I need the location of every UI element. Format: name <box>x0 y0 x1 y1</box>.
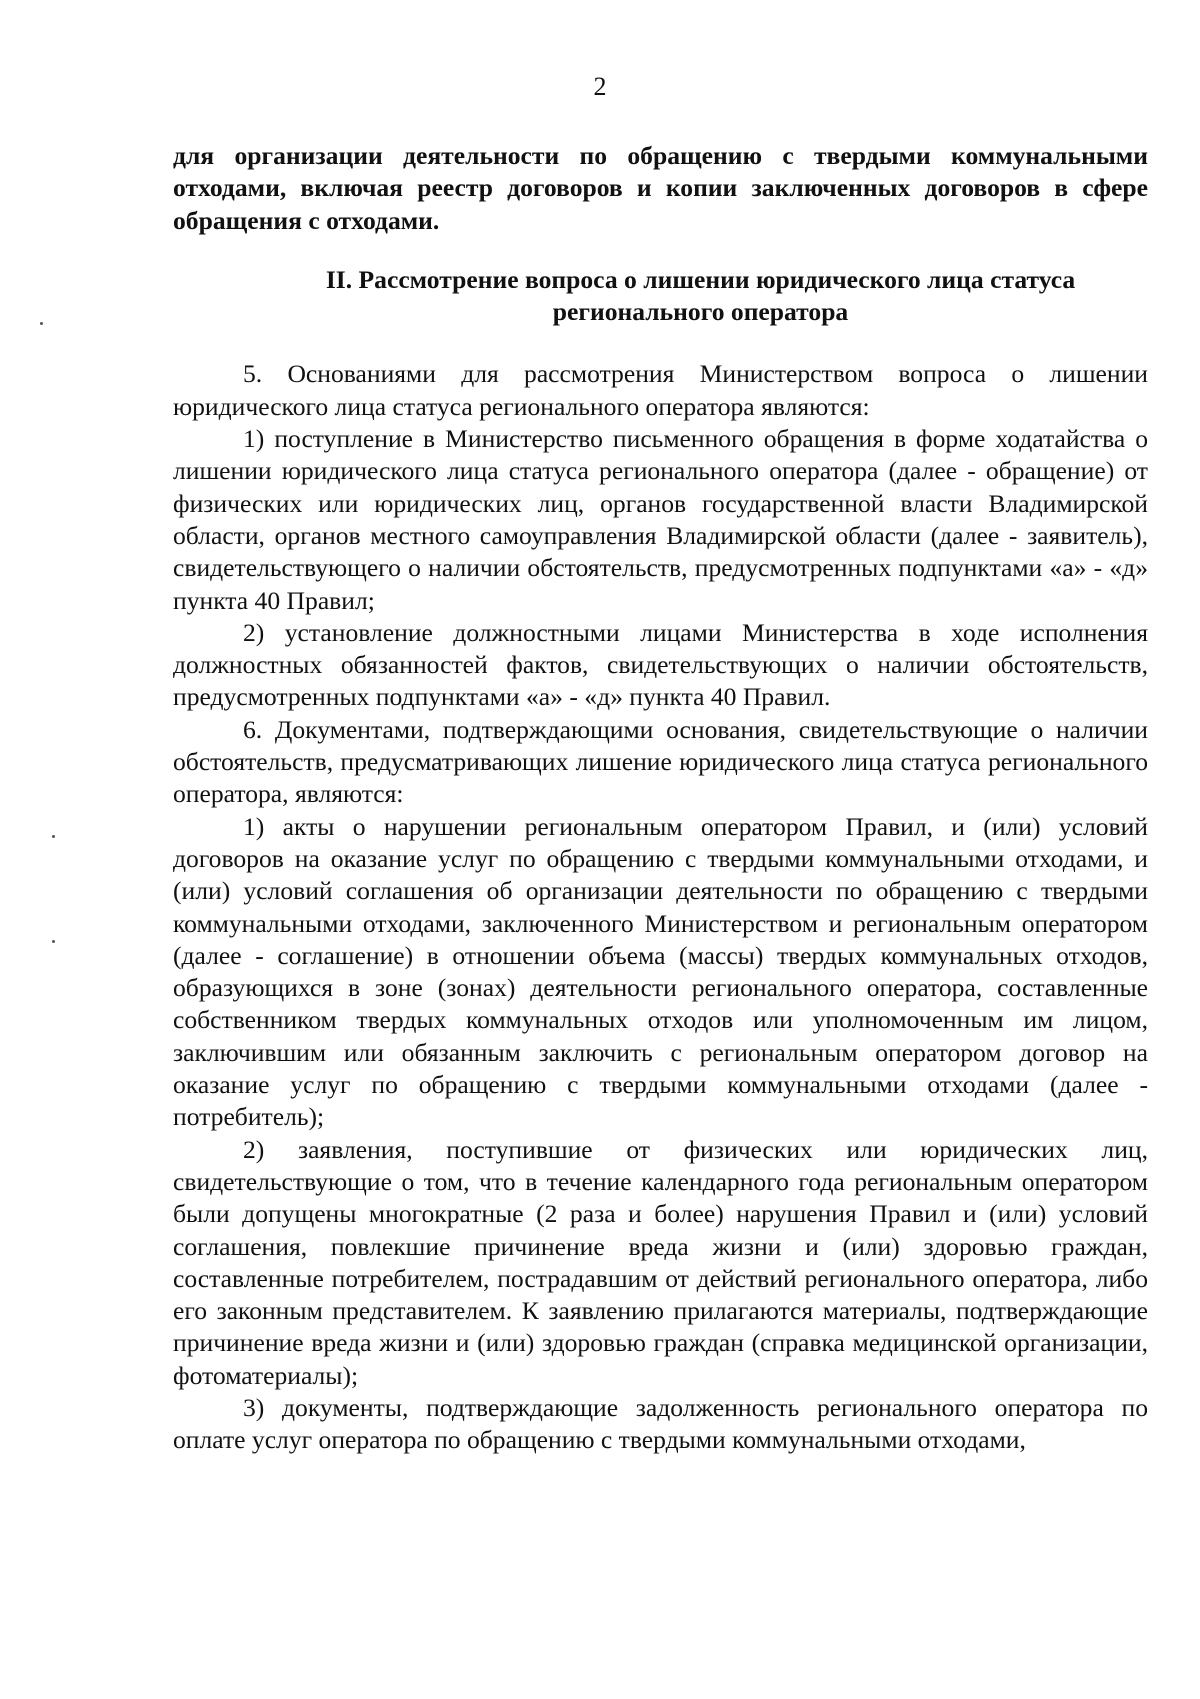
section-heading: II. Рассмотрение вопроса о лишении юридического лица статуса регионального оператора <box>325 264 1076 327</box>
paragraph-6: 6. Документами, подтверждающими основания, свидетельствующие о наличии обстоятельств, предусматривающих лишение юридического лица статуса регионального оператора, являются: <box>173 714 1148 809</box>
paragraph-5-item-2: 2) установление должностными лицами Министерства в ходе исполнения должностных обязанностей фактов, свидетельствующих о наличии обстоятельств, предусмотренных подпунктами «а» - «д» пункта 40 Правил. <box>173 617 1148 712</box>
page-number: 2 <box>593 72 607 101</box>
paragraph-5: 5. Основаниями для рассмотрения Министерством вопроса о лишении юридического лица статуса регионального оператора являются: <box>173 359 1148 421</box>
document-body <box>173 140 1148 1457</box>
paragraph-6-item-1: 1) акты о нарушении региональным оператором Правил, и (или) условий договоров на оказание услуг по обращению с твердыми коммунальными отходами, и (или) условий соглашения об организации деятельности по обращению с твердыми коммунальными отходами, заключенного Министерством и региональным оператором (далее - соглашение) в отношении объема (массы) твердых коммунальных отходов, образующихся в зоне (зонах) деятельности регионального оператора, составленные собственником твердых коммунальных отходов или уполномоченным им лицом, заключившим или обязанным заключить с региональным оператором договор на оказание услуг по обращению с твердыми коммунальными отходами (далее - потребитель); <box>173 811 1148 1132</box>
paragraph-6-item-3: 3) документы, подтверждающие задолженность регионального оператора по оплате услуг оператора по обращению с твердыми коммунальными отходами, <box>173 1392 1148 1455</box>
paragraph-5-item-1: 1) поступление в Министерство письменного обращения в форме ходатайства о лишении юридического лица статуса регионального оператора (далее - обращение) от физических или юридических лиц, органов государственной власти Владимирской области, органов местного самоуправления Владимирской области (далее - заявитель), свидетельствующего о наличии обстоятельств, предусмотренных подпунктами «а» - «д» пункта 40 Правил; <box>173 424 1148 615</box>
scan-artifact-dot <box>40 322 43 325</box>
intro-paragraph: для организации деятельности по обращению с твердыми коммунальными отходами, включая реестр договоров и копии заключенных договоров в сфере обращения с отходами. <box>173 141 1148 235</box>
scan-artifact-dot <box>52 940 55 943</box>
paragraph-6-item-2: 2) заявления, поступившие от физических или юридических лиц, свидетельствующие о том, что в течение календарного года региональным оператором были допущены многократные (2 раза и более) нарушения Правил и (или) условий соглашения, повлекшие причинение вреда жизни и (или) здоровью граждан, составленные потребителем, пострадавшим от действий регионального оператора, либо его законным представителем. К заявлению прилагаются материалы, подтверждающие причинение вреда жизни и (или) здоровью граждан (справка медицинской организации, фотоматериалы); <box>173 1134 1148 1390</box>
scan-artifact-dot <box>52 835 55 838</box>
